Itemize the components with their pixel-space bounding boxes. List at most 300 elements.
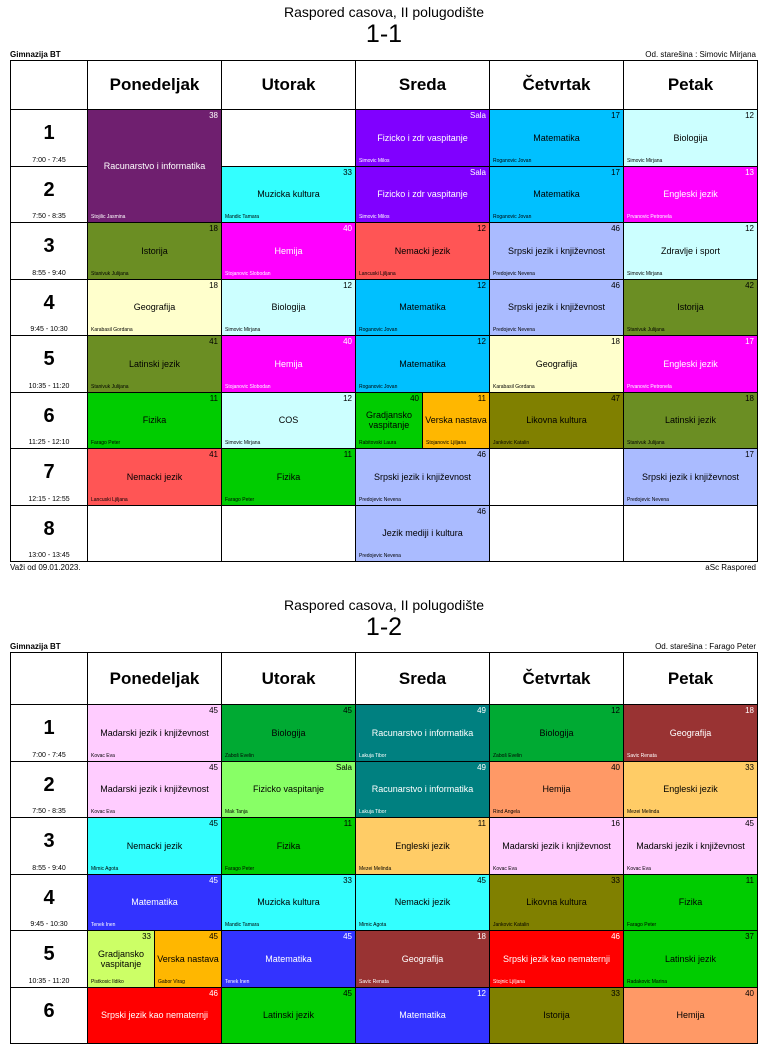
teacher-name: Gabor Virag <box>158 979 185 985</box>
room-number: 45 <box>343 706 352 715</box>
head-teacher: Od. starešina : Simovic Mirjana <box>645 50 756 59</box>
room-number: 41 <box>209 337 218 346</box>
subject-name: Srpski jezik i književnost <box>492 280 621 336</box>
teacher-name: Lancuski Ljiljana <box>91 497 128 503</box>
teacher-name: Pistkosic Ildiko <box>91 979 124 985</box>
period-time: 8:55 - 9:40 <box>11 865 87 872</box>
empty-cell <box>489 505 624 563</box>
room-number: 45 <box>209 932 218 941</box>
period-time: 7:50 - 8:35 <box>11 213 87 220</box>
room-number: 41 <box>209 450 218 459</box>
teacher-name: Lakuja Tibor <box>359 809 386 815</box>
subject-name: Istorija <box>90 223 219 279</box>
teacher-name: Kovac Eva <box>91 809 115 815</box>
teacher-name: Savic Renata <box>359 979 389 985</box>
teacher-name: Kovac Eva <box>91 753 115 759</box>
room-number: 40 <box>343 337 352 346</box>
teacher-name: Simovic Mirjana <box>225 327 260 333</box>
teacher-name: Zaboš Evelin <box>493 753 522 759</box>
teacher-name: Mandic Tamara <box>225 922 259 928</box>
day-header: Utorak <box>221 652 356 705</box>
subject-name: Fizicko vaspitanje <box>224 762 353 818</box>
period-number: 6 <box>11 405 87 428</box>
subject-name: Matematika <box>224 931 353 987</box>
lesson-cell[interactable] <box>221 448 356 506</box>
period-label <box>10 109 88 167</box>
subject-name: Biologija <box>492 705 621 761</box>
room-number: 12 <box>343 281 352 290</box>
day-header: Sreda <box>355 60 490 110</box>
period-label <box>10 987 88 1044</box>
teacher-name: Lakuja Tibor <box>359 753 386 759</box>
period-time: 10:35 - 11:20 <box>11 978 87 985</box>
grid-corner <box>10 652 88 705</box>
lesson-cell[interactable] <box>355 448 490 506</box>
lesson-cell[interactable] <box>221 987 356 1044</box>
subject-name: Nemacki jezik <box>90 818 219 874</box>
subject-name: Fizika <box>90 393 219 449</box>
period-number: 1 <box>11 717 87 740</box>
period-time: 13:00 - 13:45 <box>11 552 87 559</box>
lesson-cell[interactable] <box>87 987 222 1044</box>
lesson-cell[interactable] <box>422 392 490 450</box>
subject-name: Istorija <box>492 988 621 1044</box>
lesson-cell[interactable] <box>221 874 356 932</box>
lesson-cell[interactable] <box>87 704 222 762</box>
period-number: 3 <box>11 235 87 258</box>
lesson-cell[interactable] <box>221 222 356 280</box>
room-number: 45 <box>209 876 218 885</box>
lesson-cell[interactable] <box>87 448 222 506</box>
lesson-cell[interactable] <box>623 448 758 506</box>
subject-name: Geografija <box>358 931 487 987</box>
subject-name: Fizika <box>224 449 353 505</box>
room-number: 40 <box>745 989 754 998</box>
subject-name: Srpski jezik kao nematernji <box>492 931 621 987</box>
valid-from: Važi od 09.01.2023. <box>10 563 81 572</box>
day-header: Utorak <box>221 60 356 110</box>
period-label <box>10 761 88 819</box>
subject-name: Verska nastava <box>425 393 487 449</box>
room-number: 40 <box>611 763 620 772</box>
teacher-name: Stojilic Jasmina <box>91 214 125 220</box>
room-number: Sala <box>470 111 486 120</box>
subject-name: Biologija <box>626 110 755 166</box>
subject-name: Srpski jezik i književnost <box>492 223 621 279</box>
subject-name: Hemija <box>224 336 353 392</box>
teacher-name: Karabasil Gordana <box>493 384 535 390</box>
subject-name: Racunarstvo i informatika <box>358 705 487 761</box>
subject-name: Latinski jezik <box>90 336 219 392</box>
teacher-name: Simovic Mirjana <box>627 271 662 277</box>
room-number: 40 <box>410 394 419 403</box>
lesson-cell[interactable] <box>221 704 356 762</box>
teacher-name: Mak Tanja <box>225 809 248 815</box>
teacher-name: Karabasil Gordana <box>91 327 133 333</box>
lesson-cell[interactable] <box>221 930 356 988</box>
subject-name: Engleski jezik <box>626 167 755 223</box>
room-number: 45 <box>209 763 218 772</box>
room-number: 18 <box>477 932 486 941</box>
lesson-cell[interactable] <box>623 222 758 280</box>
subject-name: Jezik mediji i kultura <box>358 506 487 562</box>
subject-name: Engleski jezik <box>626 336 755 392</box>
lesson-cell[interactable] <box>623 704 758 762</box>
subject-name: Engleski jezik <box>358 818 487 874</box>
room-number: 17 <box>745 450 754 459</box>
subject-name: Hemija <box>492 762 621 818</box>
teacher-name: Mandic Tamara <box>225 214 259 220</box>
lesson-cell[interactable] <box>489 761 624 819</box>
room-number: 12 <box>745 111 754 120</box>
teacher-name: Simovic Milos <box>359 214 390 220</box>
teacher-name: Mimic Agota <box>91 866 118 872</box>
room-number: 12 <box>477 337 486 346</box>
lesson-cell[interactable] <box>489 109 624 167</box>
lesson-cell[interactable] <box>355 109 490 167</box>
period-label <box>10 704 88 762</box>
teacher-name: Simovic Mirjana <box>225 440 260 446</box>
lesson-cell[interactable] <box>623 930 758 988</box>
lesson-cell[interactable] <box>623 109 758 167</box>
subject-name: Matematika <box>492 110 621 166</box>
room-number: 46 <box>611 281 620 290</box>
teacher-name: Predojevic Nevena <box>493 327 535 333</box>
lesson-cell[interactable] <box>355 874 490 932</box>
period-number: 8 <box>11 518 87 541</box>
subject-name: Gradjansko vaspitanje <box>90 931 152 987</box>
room-number: 45 <box>209 706 218 715</box>
room-number: 33 <box>745 763 754 772</box>
lesson-cell[interactable] <box>489 930 624 988</box>
teacher-name: Stanivuk Julijana <box>627 440 665 446</box>
lesson-cell[interactable] <box>154 930 222 988</box>
lesson-cell[interactable] <box>355 930 490 988</box>
timetable-subtitle: Raspored casova, II polugodište <box>0 597 768 613</box>
day-header: Ponedeljak <box>87 60 222 110</box>
subject-name: Geografija <box>90 280 219 336</box>
teacher-name: Radakovic Marina <box>627 979 667 985</box>
lesson-cell[interactable] <box>87 817 222 875</box>
day-header: Četvrtak <box>489 652 624 705</box>
room-number: 18 <box>209 281 218 290</box>
subject-name: Muzicka kultura <box>224 167 353 223</box>
lesson-cell[interactable] <box>87 930 155 988</box>
period-label <box>10 279 88 337</box>
lesson-cell[interactable] <box>623 987 758 1044</box>
room-number: 11 <box>478 394 486 403</box>
grid-corner <box>10 60 88 110</box>
room-number: 37 <box>745 932 754 941</box>
lesson-cell[interactable] <box>87 335 222 393</box>
room-number: 12 <box>477 989 486 998</box>
lesson-cell[interactable] <box>87 279 222 337</box>
teacher-name: Farago Peter <box>91 440 120 446</box>
school-name: Gimnazija BT <box>10 642 61 651</box>
teacher-name: Prvanovic Petronela <box>627 214 672 220</box>
lesson-cell[interactable] <box>623 761 758 819</box>
period-time: 12:15 - 12:55 <box>11 496 87 503</box>
room-number: 12 <box>477 281 486 290</box>
lesson-cell[interactable] <box>87 874 222 932</box>
lesson-cell[interactable] <box>87 109 222 223</box>
lesson-cell[interactable] <box>489 392 624 450</box>
room-number: 13 <box>745 168 754 177</box>
lesson-cell[interactable] <box>623 279 758 337</box>
teacher-name: Farago Peter <box>627 922 656 928</box>
lesson-cell[interactable] <box>489 335 624 393</box>
subject-name: Verska nastava <box>157 931 219 987</box>
lesson-cell[interactable] <box>623 335 758 393</box>
room-number: 17 <box>611 168 620 177</box>
subject-name: COS <box>224 393 353 449</box>
subject-name: Madarski jezik i književnost <box>90 705 219 761</box>
teacher-name: Farago Peter <box>225 497 254 503</box>
day-header: Ponedeljak <box>87 652 222 705</box>
subject-name: Matematika <box>358 280 487 336</box>
subject-name: Likovna kultura <box>492 393 621 449</box>
lesson-cell[interactable] <box>623 392 758 450</box>
subject-name: Hemija <box>224 223 353 279</box>
period-label <box>10 392 88 450</box>
school-name: Gimnazija BT <box>10 50 61 59</box>
lesson-cell[interactable] <box>221 166 356 224</box>
lesson-cell[interactable] <box>489 817 624 875</box>
room-number: 45 <box>209 819 218 828</box>
period-number: 4 <box>11 887 87 910</box>
teacher-name: Stojanovic Slobodan <box>225 384 271 390</box>
teacher-name: Mimic Agota <box>359 922 386 928</box>
lesson-cell[interactable] <box>221 392 356 450</box>
subject-name: Latinski jezik <box>224 988 353 1044</box>
lesson-cell[interactable] <box>355 166 490 224</box>
lesson-cell[interactable] <box>221 817 356 875</box>
empty-cell <box>221 109 356 167</box>
period-time: 7:50 - 8:35 <box>11 808 87 815</box>
room-number: Sala <box>336 763 352 772</box>
teacher-name: Roganovic Jovan <box>359 327 397 333</box>
app-credit: aSc Raspored <box>705 563 756 572</box>
room-number: 47 <box>611 394 620 403</box>
room-number: 12 <box>343 394 352 403</box>
lesson-cell[interactable] <box>623 817 758 875</box>
subject-name: Fizicko i zdr vaspitanje <box>358 167 487 223</box>
subject-name: Racunarstvo i informatika <box>358 762 487 818</box>
room-number: 18 <box>745 394 754 403</box>
room-number: 11 <box>344 450 352 459</box>
empty-cell <box>623 505 758 563</box>
period-label <box>10 930 88 988</box>
period-time: 10:35 - 11:20 <box>11 383 87 390</box>
lesson-cell[interactable] <box>221 335 356 393</box>
lesson-cell[interactable] <box>489 279 624 337</box>
subject-name: Fizicko i zdr vaspitanje <box>358 110 487 166</box>
day-header: Petak <box>623 652 758 705</box>
subject-name: Muzicka kultura <box>224 875 353 931</box>
teacher-name: Prvanovic Petronela <box>627 384 672 390</box>
period-number: 2 <box>11 179 87 202</box>
subject-name: Hemija <box>626 988 755 1044</box>
teacher-name: Kovac Eva <box>627 866 651 872</box>
period-number: 6 <box>11 1000 87 1023</box>
subject-name: Srpski jezik kao nematernji <box>90 988 219 1044</box>
day-header: Četvrtak <box>489 60 624 110</box>
lesson-cell[interactable] <box>355 335 490 393</box>
room-number: 46 <box>209 989 218 998</box>
period-number: 5 <box>11 943 87 966</box>
teacher-name: Roganovic Jovan <box>493 214 531 220</box>
room-number: 18 <box>209 224 218 233</box>
teacher-name: Stanivuk Julijana <box>627 327 665 333</box>
room-number: 33 <box>343 168 352 177</box>
subject-name: Srpski jezik i književnost <box>626 449 755 505</box>
subject-name: Istorija <box>626 280 755 336</box>
period-time: 7:00 - 7:45 <box>11 157 87 164</box>
room-number: 16 <box>611 819 620 828</box>
teacher-name: Stojanovic Ljiljana <box>426 440 466 446</box>
teacher-name: Jankovic Katalin <box>493 922 529 928</box>
period-time: 9:45 - 10:30 <box>11 326 87 333</box>
empty-cell <box>489 448 624 506</box>
lesson-cell[interactable] <box>355 222 490 280</box>
teacher-name: Zaboš Evelin <box>225 753 254 759</box>
period-number: 3 <box>11 830 87 853</box>
teacher-name: Kovac Eva <box>493 866 517 872</box>
room-number: 12 <box>477 224 486 233</box>
teacher-name: Predojevic Nevena <box>359 497 401 503</box>
room-number: 42 <box>745 281 754 290</box>
class-name: 1-2 <box>0 613 768 642</box>
empty-cell <box>87 505 222 563</box>
lesson-cell[interactable] <box>489 987 624 1044</box>
lesson-cell[interactable] <box>87 761 222 819</box>
lesson-cell[interactable] <box>489 704 624 762</box>
room-number: 12 <box>611 706 620 715</box>
lesson-cell[interactable] <box>87 222 222 280</box>
day-header: Petak <box>623 60 758 110</box>
subject-name: Matematika <box>358 336 487 392</box>
teacher-name: Stojanovic Slobodan <box>225 271 271 277</box>
subject-name: Biologija <box>224 280 353 336</box>
period-label <box>10 505 88 563</box>
lesson-cell[interactable] <box>355 761 490 819</box>
period-label <box>10 335 88 393</box>
subject-name: Engleski jezik <box>626 762 755 818</box>
room-number: 38 <box>209 111 218 120</box>
period-time: 11:25 - 12:10 <box>11 439 87 446</box>
subject-name: Madarski jezik i književnost <box>626 818 755 874</box>
lesson-cell[interactable] <box>489 166 624 224</box>
teacher-name: Simovic Milos <box>359 158 390 164</box>
room-number: 11 <box>746 876 754 885</box>
period-label <box>10 222 88 280</box>
period-label <box>10 874 88 932</box>
lesson-cell[interactable] <box>355 279 490 337</box>
teacher-name: Stanivuk Julijana <box>91 384 129 390</box>
teacher-name: Simovic Mirjana <box>627 158 662 164</box>
teacher-name: Mezei Melinda <box>627 809 659 815</box>
lesson-cell[interactable] <box>489 874 624 932</box>
lesson-cell[interactable] <box>355 704 490 762</box>
period-time: 8:55 - 9:40 <box>11 270 87 277</box>
subject-name: Geografija <box>626 705 755 761</box>
room-number: 45 <box>343 989 352 998</box>
room-number: 17 <box>611 111 620 120</box>
empty-cell <box>221 505 356 563</box>
room-number: 11 <box>210 394 218 403</box>
timetable-subtitle: Raspored casova, II polugodište <box>0 4 768 20</box>
lesson-cell[interactable] <box>355 817 490 875</box>
lesson-cell[interactable] <box>489 222 624 280</box>
subject-name: Fizika <box>224 818 353 874</box>
subject-name: Fizika <box>626 875 755 931</box>
subject-name: Latinski jezik <box>626 393 755 449</box>
period-number: 5 <box>11 348 87 371</box>
room-number: 18 <box>611 337 620 346</box>
room-number: 33 <box>611 876 620 885</box>
lesson-cell[interactable] <box>355 392 423 450</box>
room-number: 11 <box>478 819 486 828</box>
subject-name: Nemacki jezik <box>358 223 487 279</box>
period-label <box>10 448 88 506</box>
period-time: 9:45 - 10:30 <box>11 921 87 928</box>
room-number: 11 <box>344 819 352 828</box>
day-header: Sreda <box>355 652 490 705</box>
subject-name: Racunarstvo i informatika <box>90 110 219 222</box>
lesson-cell[interactable] <box>623 166 758 224</box>
teacher-name: Savic Renata <box>627 753 657 759</box>
lesson-cell[interactable] <box>221 279 356 337</box>
period-number: 4 <box>11 292 87 315</box>
teacher-name: Rind Angela <box>493 809 520 815</box>
room-number: 45 <box>745 819 754 828</box>
lesson-cell[interactable] <box>87 392 222 450</box>
subject-name: Nemacki jezik <box>358 875 487 931</box>
lesson-cell[interactable] <box>221 761 356 819</box>
room-number: 46 <box>611 932 620 941</box>
room-number: 33 <box>343 876 352 885</box>
subject-name: Geografija <box>492 336 621 392</box>
teacher-name: Lancuski Ljiljana <box>359 271 396 277</box>
teacher-name: Tenek Inen <box>225 979 249 985</box>
teacher-name: Rabitovski Laura <box>359 440 396 446</box>
subject-name: Madarski jezik i književnost <box>90 762 219 818</box>
room-number: 12 <box>745 224 754 233</box>
room-number: 46 <box>477 507 486 516</box>
room-number: 17 <box>745 337 754 346</box>
subject-name: Madarski jezik i književnost <box>492 818 621 874</box>
lesson-cell[interactable] <box>623 874 758 932</box>
lesson-cell[interactable] <box>355 505 490 563</box>
teacher-name: Stojnic Ljiljana <box>493 979 525 985</box>
teacher-name: Tenek Inen <box>91 922 115 928</box>
subject-name: Nemacki jezik <box>90 449 219 505</box>
room-number: 46 <box>611 224 620 233</box>
room-number: 49 <box>477 706 486 715</box>
period-time: 7:00 - 7:45 <box>11 752 87 759</box>
room-number: 33 <box>142 932 151 941</box>
room-number: 18 <box>745 706 754 715</box>
period-label <box>10 817 88 875</box>
lesson-cell[interactable] <box>355 987 490 1044</box>
period-number: 7 <box>11 461 87 484</box>
subject-name: Latinski jezik <box>626 931 755 987</box>
room-number: 46 <box>477 450 486 459</box>
subject-name: Zdravlje i sport <box>626 223 755 279</box>
room-number: 33 <box>611 989 620 998</box>
subject-name: Likovna kultura <box>492 875 621 931</box>
subject-name: Matematika <box>492 167 621 223</box>
